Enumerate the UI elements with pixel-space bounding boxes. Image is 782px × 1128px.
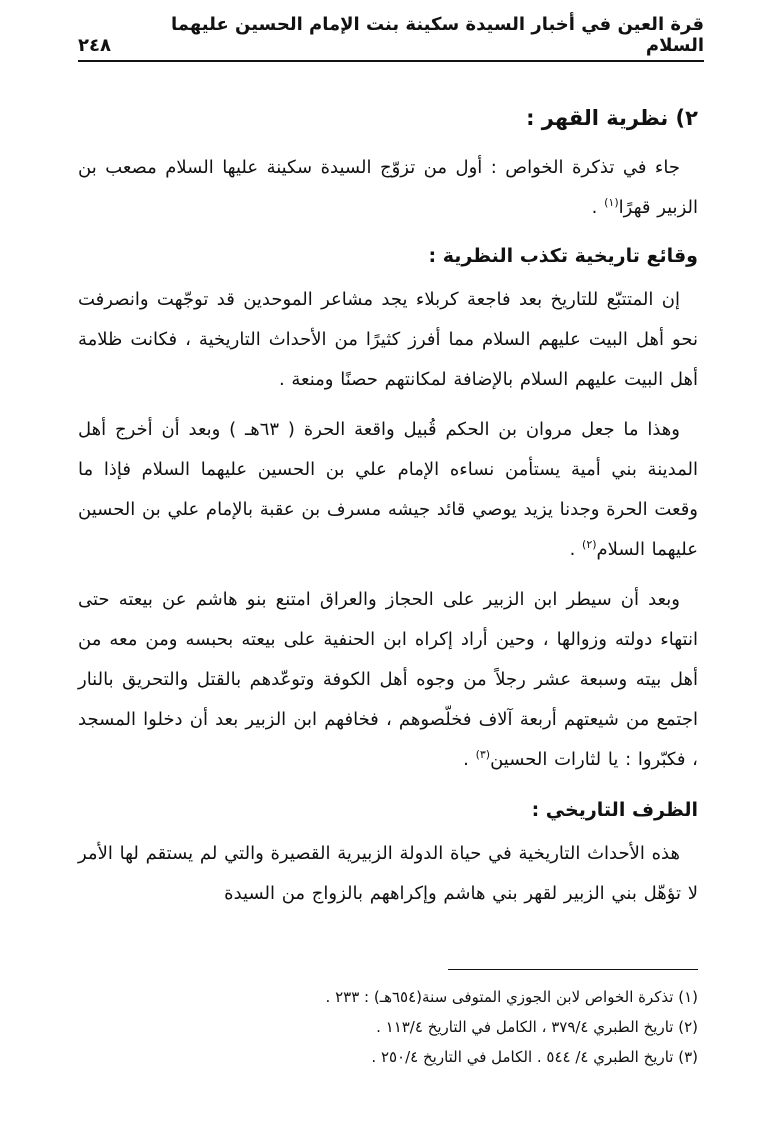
footnote-ref-2[interactable]: (٢) [582, 538, 597, 551]
footnotes [78, 982, 698, 1072]
paragraph-context: هذه الأحداث التاريخية في حياة الدولة الزبيرية القصيرة والتي لم يستقم لها الأمر لا تؤهّل بني الزبير لقهر بني هاشم وإكراههم بالزواج من السيدة [78, 843, 698, 904]
paragraph-facts-2-text: وهذا ما جعل مروان بن الحكم قُبيل واقعة الحرة ( ٦٣هـ ) وبعد أن أخرج أهل المدينة بني أمية يستأمن نساءه الإمام علي بن الحسين عليهما السلام فإذا ما وقعت الحرة وجدنا يزيد يوصي قائد جيشه مسرف بن عقبة بالإمام علي بن الحسين عليهما السلام [78, 419, 698, 560]
page-number: ٢٤٨ [78, 35, 111, 56]
running-title: قرة العين في أخبار السيدة سكينة بنت الإمام الحسين عليهما السلام [171, 14, 704, 56]
paragraph-facts-3 [78, 580, 698, 780]
paragraph-facts-3-end: . [463, 749, 476, 770]
paragraph-facts-1: إن المتتبّع للتاريخ بعد فاجعة كربلاء يجد مشاعر الموحدين قد توجّهت وانصرفت نحو أهل البيت عليهم السلام مما أفرز كثيرًا من الأحداث التاريخية ، فكانت ظلامة أهل البيت عليهم السلام بالإضافة لمكانتهم حصنًا ومنعة . [78, 289, 698, 390]
page-body [78, 92, 698, 924]
section-title: ٢) نظرية القهر : [526, 106, 698, 130]
paragraph-facts-2 [78, 410, 698, 570]
paragraph-facts-3-text: وبعد أن سيطر ابن الزبير على الحجاز والعراق امتنع بنو هاشم عن بيعته حتى انتهاء دولته وزوالها ، وحين أراد إكراه ابن الحنفية على بيعته بحبسه ومن معه من أهل بيته وسبعة عشر رجلاً من وجوه أهل الكوفة وتوعّدهم بالقتل والتحريق بالنار اجتمع من شيعتهم أربعة آلاف فخلّصوهم ، فخافهم ابن الزبير بعد أن دخلوا المسجد ، فكبّروا : يا لثارات الحسين [78, 589, 698, 770]
footnote-2: (٢) تاريخ الطبري ٣٧٩/٤ ، الكامل في التاريخ ١١٣/٤ . [376, 1018, 698, 1036]
footnote-ref-3[interactable]: (٣) [475, 748, 491, 761]
page-header [78, 14, 704, 62]
paragraph-facts-2-end: . [569, 539, 583, 560]
footnote-1: (١) تذكرة الخواص لابن الجوزي المتوفى سنة(٦٥٤هـ) : ٢٣٣ . [325, 988, 698, 1006]
paragraph-intro [78, 148, 698, 228]
paragraph-intro-text: جاء في تذكرة الخواص : أول من تزوّج السيدة سكينة عليها السلام مصعب بن الزبير قهرًا [78, 157, 698, 218]
paragraph-intro-end: . [591, 197, 605, 218]
footnote-3: (٣) تاريخ الطبري ٤/ ٥٤٤ . الكامل في التاريخ ٢٥٠/٤ . [371, 1048, 698, 1066]
footnote-divider [448, 969, 698, 970]
subheading-context: الظرف التاريخي : [531, 799, 698, 821]
footnote-ref-1[interactable]: (١) [604, 196, 619, 209]
subheading-facts: وقائع تاريخية تكذب النظرية : [428, 245, 698, 267]
